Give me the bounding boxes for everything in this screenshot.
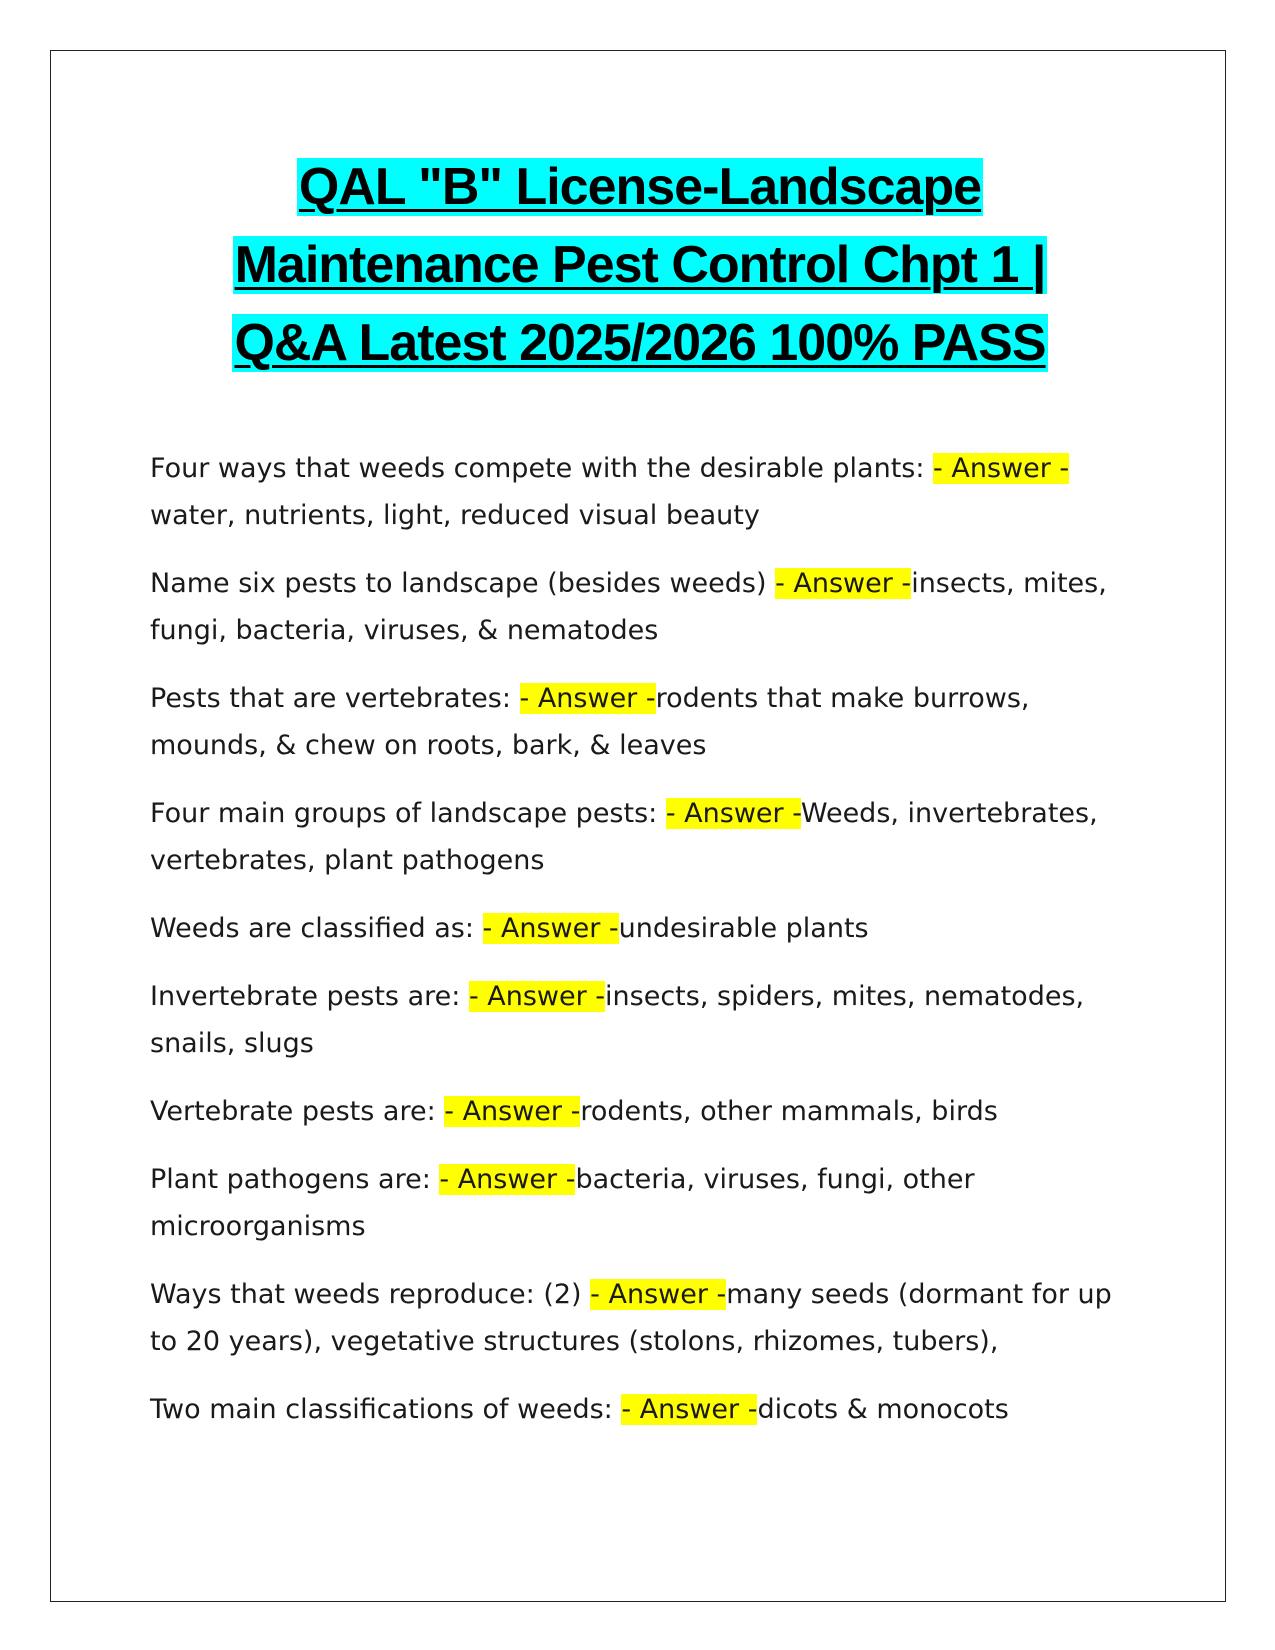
answer-marker: - Answer - xyxy=(933,453,1070,484)
qa-item xyxy=(150,1386,1130,1433)
qa-item xyxy=(150,560,1130,654)
qa-item xyxy=(150,973,1130,1067)
qa-item xyxy=(150,790,1130,884)
question-text: Invertebrate pests are: xyxy=(150,981,469,1012)
answer-marker: - Answer - xyxy=(439,1164,576,1195)
question-text: Plant pathogens are: xyxy=(150,1164,440,1195)
answer-marker: - Answer - xyxy=(775,568,912,599)
title-line-3: Q&A Latest 2025/2026 100% PASS xyxy=(234,314,1046,372)
question-text: Ways that weeds reproduce: (2) xyxy=(150,1279,591,1310)
answer-text: water, nutrients, light, reduced visual beauty xyxy=(150,500,760,531)
document-title xyxy=(150,148,1130,382)
answer-text: insects, mites, fungi, bacteria, viruses, & nematodes xyxy=(150,568,1107,646)
question-text: Four main groups of landscape pests: xyxy=(150,798,666,829)
answer-marker: - Answer - xyxy=(468,981,606,1012)
title-line-2: Maintenance Pest Control Chpt 1 | xyxy=(234,236,1046,294)
answer-marker: - Answer - xyxy=(590,1279,727,1310)
question-text: Vertebrate pests are: xyxy=(150,1096,445,1127)
answer-marker: - Answer - xyxy=(665,798,801,829)
qa-item xyxy=(150,1271,1130,1365)
question-text: Weeds are classified as: xyxy=(150,913,483,944)
answer-marker: - Answer - xyxy=(519,683,656,714)
question-text: Pests that are vertebrates: xyxy=(150,683,520,714)
answer-marker: - Answer - xyxy=(482,913,619,944)
answer-text: insects, spiders, mites, nematodes, snails, slugs xyxy=(150,981,1085,1059)
answer-text: rodents, other mammals, birds xyxy=(580,1096,998,1127)
qa-item xyxy=(150,675,1130,769)
question-text: Two main classifications of weeds: xyxy=(150,1394,622,1425)
question-text: Four ways that weeds compete with the desirable plants: xyxy=(150,453,934,484)
qa-list xyxy=(150,445,1130,1454)
answer-text: Weeds, invertebrates, vertebrates, plant pathogens xyxy=(150,798,1098,876)
answer-text: dicots & monocots xyxy=(757,1394,1009,1425)
answer-marker: - Answer - xyxy=(444,1096,581,1127)
question-text: Name six pests to landscape (besides weeds) xyxy=(150,568,776,599)
answer-marker: - Answer - xyxy=(621,1394,758,1425)
qa-item xyxy=(150,1156,1130,1250)
title-line-1: QAL "B" License-Landscape xyxy=(298,158,982,216)
answer-text: undesirable plants xyxy=(618,913,869,944)
qa-item xyxy=(150,1088,1130,1135)
qa-item xyxy=(150,445,1130,539)
answer-text: rodents that make burrows, mounds, & chew on roots, bark, & leaves xyxy=(150,683,1030,761)
qa-item xyxy=(150,905,1130,952)
answer-text: bacteria, viruses, fungi, other microorganisms xyxy=(150,1164,975,1242)
answer-text: many seeds (dormant for up to 20 years), vegetative structures (stolons, rhizomes, tubers), xyxy=(150,1279,1112,1357)
